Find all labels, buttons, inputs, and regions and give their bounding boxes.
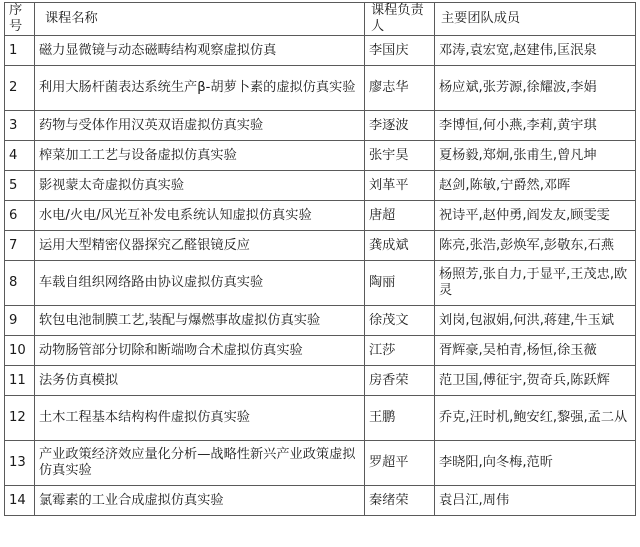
course-name: 车载自组织网络路由协议虚拟仿真实验 bbox=[35, 261, 365, 306]
course-lead: 刘革平 bbox=[365, 171, 435, 201]
row-number: 13 bbox=[5, 441, 35, 486]
row-number: 9 bbox=[5, 306, 35, 336]
course-lead: 龚成斌 bbox=[365, 231, 435, 261]
table-row bbox=[5, 336, 636, 366]
course-lead: 徐茂文 bbox=[365, 306, 435, 336]
course-lead: 房香荣 bbox=[365, 366, 435, 396]
course-name: 氯霉素的工业合成虚拟仿真实验 bbox=[35, 486, 365, 516]
table-row bbox=[5, 366, 636, 396]
row-number: 2 bbox=[5, 66, 35, 111]
course-lead: 秦绪荣 bbox=[365, 486, 435, 516]
course-name: 药物与受体作用汉英双语虚拟仿真实验 bbox=[35, 111, 365, 141]
course-name: 榨菜加工工艺与设备虚拟仿真实验 bbox=[35, 141, 365, 171]
table-row bbox=[5, 201, 636, 231]
course-lead: 李逐波 bbox=[365, 111, 435, 141]
team-members: 夏杨毅,郑炯,张甫生,曾凡坤 bbox=[435, 141, 636, 171]
team-members: 祝诗平,赵仲勇,阎发友,顾雯雯 bbox=[435, 201, 636, 231]
team-members: 李晓阳,向冬梅,范昕 bbox=[435, 441, 636, 486]
team-members: 范卫国,傅征宇,贺奇兵,陈跃辉 bbox=[435, 366, 636, 396]
course-lead: 张宇昊 bbox=[365, 141, 435, 171]
table-row bbox=[5, 306, 636, 336]
course-name: 法务仿真模拟 bbox=[35, 366, 365, 396]
table-row bbox=[5, 111, 636, 141]
team-members: 杨应斌,张芳源,徐耀波,李娟 bbox=[435, 66, 636, 111]
table-row bbox=[5, 171, 636, 201]
row-number: 8 bbox=[5, 261, 35, 306]
course-name: 利用大肠杆菌表达系统生产β-胡萝卜素的虚拟仿真实验 bbox=[35, 66, 365, 111]
table-row bbox=[5, 36, 636, 66]
table-row bbox=[5, 486, 636, 516]
course-name: 产业政策经济效应量化分析—战略性新兴产业政策虚拟仿真实验 bbox=[35, 441, 365, 486]
team-members: 刘岗,包淑娟,何洪,蒋建,牛玉斌 bbox=[435, 306, 636, 336]
course-name: 土木工程基本结构构件虚拟仿真实验 bbox=[35, 396, 365, 441]
team-members: 乔克,汪时机,鲍安红,黎强,孟二从 bbox=[435, 396, 636, 441]
row-number: 5 bbox=[5, 171, 35, 201]
course-lead: 罗超平 bbox=[365, 441, 435, 486]
team-members: 邓涛,袁宏宽,赵建伟,匡泯泉 bbox=[435, 36, 636, 66]
table-row bbox=[5, 396, 636, 441]
header-course-name: 课程名称 bbox=[35, 3, 365, 36]
table-row bbox=[5, 141, 636, 171]
course-lead: 陶丽 bbox=[365, 261, 435, 306]
team-members: 杨照芳,张自力,于显平,王茂忠,欧灵 bbox=[435, 261, 636, 306]
course-lead: 江莎 bbox=[365, 336, 435, 366]
table-row bbox=[5, 66, 636, 111]
team-members: 赵剑,陈敏,宁爵然,邓晖 bbox=[435, 171, 636, 201]
course-lead: 唐超 bbox=[365, 201, 435, 231]
row-number: 4 bbox=[5, 141, 35, 171]
row-number: 10 bbox=[5, 336, 35, 366]
team-members: 陈亮,张浩,彭焕军,彭敬东,石燕 bbox=[435, 231, 636, 261]
row-number: 14 bbox=[5, 486, 35, 516]
table-row bbox=[5, 261, 636, 306]
header-members: 主要团队成员 bbox=[435, 3, 636, 36]
course-name: 软包电池制膜工艺,装配与爆燃事故虚拟仿真实验 bbox=[35, 306, 365, 336]
table-header-row bbox=[5, 3, 636, 36]
course-name: 动物肠管部分切除和断端吻合术虚拟仿真实验 bbox=[35, 336, 365, 366]
header-no: 序号 bbox=[5, 3, 35, 36]
row-number: 11 bbox=[5, 366, 35, 396]
header-lead: 课程负责人 bbox=[365, 3, 435, 36]
team-members: 李博恒,何小燕,李莉,黄宇琪 bbox=[435, 111, 636, 141]
table-row bbox=[5, 231, 636, 261]
row-number: 12 bbox=[5, 396, 35, 441]
course-lead: 王鹏 bbox=[365, 396, 435, 441]
row-number: 3 bbox=[5, 111, 35, 141]
course-lead: 廖志华 bbox=[365, 66, 435, 111]
course-lead: 李国庆 bbox=[365, 36, 435, 66]
table-row bbox=[5, 441, 636, 486]
row-number: 1 bbox=[5, 36, 35, 66]
course-name: 磁力显微镜与动态磁畴结构观察虚拟仿真 bbox=[35, 36, 365, 66]
course-name: 影视蒙太奇虚拟仿真实验 bbox=[35, 171, 365, 201]
row-number: 6 bbox=[5, 201, 35, 231]
course-name: 运用大型精密仪器探究乙醛银镜反应 bbox=[35, 231, 365, 261]
team-members: 胥辉豪,吴柏青,杨恒,徐玉薇 bbox=[435, 336, 636, 366]
team-members: 袁吕江,周伟 bbox=[435, 486, 636, 516]
course-table bbox=[4, 2, 636, 516]
course-name: 水电/火电/风光互补发电系统认知虚拟仿真实验 bbox=[35, 201, 365, 231]
row-number: 7 bbox=[5, 231, 35, 261]
